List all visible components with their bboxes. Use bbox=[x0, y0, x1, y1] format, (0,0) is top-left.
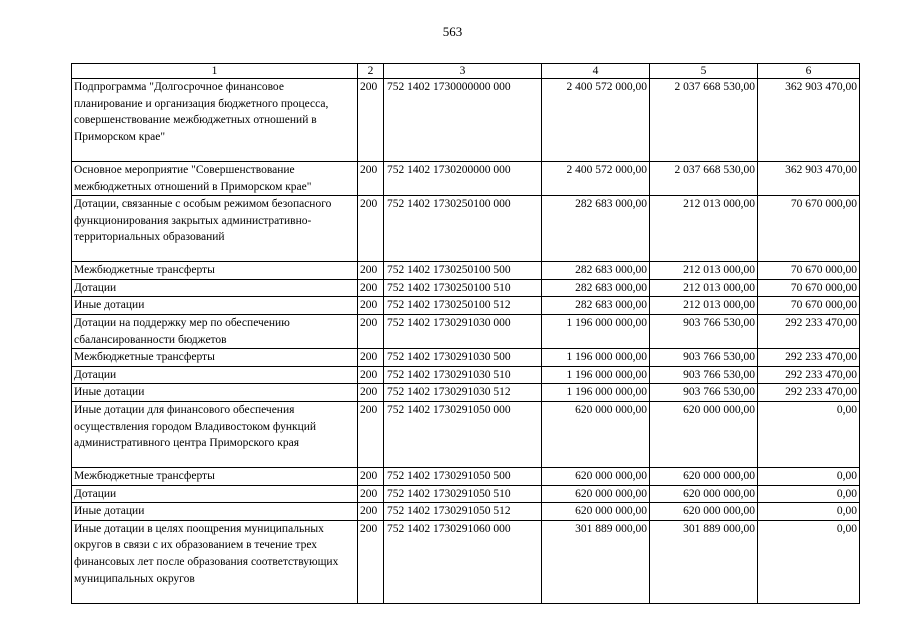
row-code-cell: 752 1402 1730250100 510 bbox=[384, 279, 542, 297]
row-amount-cell: 1 196 000 000,00 bbox=[542, 349, 650, 367]
row-amount-cell: 2 037 668 530,00 bbox=[650, 79, 758, 162]
row-code-cell: 752 1402 1730291030 500 bbox=[384, 349, 542, 367]
row-section-cell: 200 bbox=[358, 520, 384, 603]
row-amount-cell: 620 000 000,00 bbox=[650, 467, 758, 485]
row-section-cell: 200 bbox=[358, 262, 384, 280]
row-amount-cell: 212 013 000,00 bbox=[650, 279, 758, 297]
row-section-cell: 200 bbox=[358, 297, 384, 315]
table-row bbox=[72, 384, 860, 402]
row-section-cell: 200 bbox=[358, 349, 384, 367]
row-amount-cell: 620 000 000,00 bbox=[542, 485, 650, 503]
row-amount-cell: 2 400 572 000,00 bbox=[542, 162, 650, 196]
row-section-cell: 200 bbox=[358, 279, 384, 297]
row-code-cell: 752 1402 1730291050 512 bbox=[384, 503, 542, 521]
row-amount-cell: 292 233 470,00 bbox=[758, 384, 860, 402]
row-amount-cell: 292 233 470,00 bbox=[758, 366, 860, 384]
row-amount-cell: 620 000 000,00 bbox=[542, 503, 650, 521]
row-amount-cell: 282 683 000,00 bbox=[542, 279, 650, 297]
row-amount-cell: 620 000 000,00 bbox=[650, 503, 758, 521]
row-amount-cell: 0,00 bbox=[758, 485, 860, 503]
row-amount-cell: 620 000 000,00 bbox=[542, 401, 650, 467]
table-row bbox=[72, 366, 860, 384]
column-header: 5 bbox=[650, 64, 758, 79]
row-section-cell: 200 bbox=[358, 162, 384, 196]
row-amount-cell: 1 196 000 000,00 bbox=[542, 366, 650, 384]
table-row bbox=[72, 314, 860, 348]
row-name-cell: Дотации bbox=[72, 485, 358, 503]
row-amount-cell: 620 000 000,00 bbox=[542, 467, 650, 485]
table-row bbox=[72, 401, 860, 467]
row-section-cell: 200 bbox=[358, 401, 384, 467]
row-name-cell: Иные дотации bbox=[72, 384, 358, 402]
row-amount-cell: 903 766 530,00 bbox=[650, 384, 758, 402]
row-code-cell: 752 1402 1730250100 500 bbox=[384, 262, 542, 280]
row-amount-cell: 301 889 000,00 bbox=[650, 520, 758, 603]
row-code-cell: 752 1402 1730250100 512 bbox=[384, 297, 542, 315]
row-amount-cell: 212 013 000,00 bbox=[650, 196, 758, 262]
row-amount-cell: 620 000 000,00 bbox=[650, 401, 758, 467]
row-amount-cell: 0,00 bbox=[758, 503, 860, 521]
row-name-cell: Иные дотации bbox=[72, 503, 358, 521]
row-code-cell: 752 1402 1730291060 000 bbox=[384, 520, 542, 603]
row-amount-cell: 903 766 530,00 bbox=[650, 366, 758, 384]
row-code-cell: 752 1402 1730200000 000 bbox=[384, 162, 542, 196]
row-code-cell: 752 1402 1730291050 500 bbox=[384, 467, 542, 485]
row-amount-cell: 292 233 470,00 bbox=[758, 349, 860, 367]
row-name-cell: Подпрограмма "Долгосрочное финансовое планирование и организация бюджетного процесса, совершенствование межбюджетных отношений в Приморском крае" bbox=[72, 79, 358, 162]
table-row bbox=[72, 503, 860, 521]
row-name-cell: Дотации на поддержку мер по обеспечению сбалансированности бюджетов bbox=[72, 314, 358, 348]
row-name-cell: Межбюджетные трансферты bbox=[72, 467, 358, 485]
column-header: 6 bbox=[758, 64, 860, 79]
table-row bbox=[72, 485, 860, 503]
row-name-cell: Дотации bbox=[72, 366, 358, 384]
row-amount-cell: 1 196 000 000,00 bbox=[542, 384, 650, 402]
row-amount-cell: 301 889 000,00 bbox=[542, 520, 650, 603]
row-amount-cell: 2 037 668 530,00 bbox=[650, 162, 758, 196]
row-amount-cell: 1 196 000 000,00 bbox=[542, 314, 650, 348]
row-amount-cell: 282 683 000,00 bbox=[542, 262, 650, 280]
row-section-cell: 200 bbox=[358, 79, 384, 162]
row-amount-cell: 362 903 470,00 bbox=[758, 162, 860, 196]
row-code-cell: 752 1402 1730291050 000 bbox=[384, 401, 542, 467]
row-amount-cell: 70 670 000,00 bbox=[758, 262, 860, 280]
table-row bbox=[72, 467, 860, 485]
row-amount-cell: 362 903 470,00 bbox=[758, 79, 860, 162]
table-row bbox=[72, 162, 860, 196]
budget-table bbox=[71, 63, 860, 604]
row-amount-cell: 903 766 530,00 bbox=[650, 349, 758, 367]
column-header: 1 bbox=[72, 64, 358, 79]
row-amount-cell: 0,00 bbox=[758, 467, 860, 485]
row-amount-cell: 70 670 000,00 bbox=[758, 279, 860, 297]
table-row bbox=[72, 79, 860, 162]
table-row bbox=[72, 520, 860, 603]
table-row bbox=[72, 297, 860, 315]
row-section-cell: 200 bbox=[358, 366, 384, 384]
row-name-cell: Иные дотации bbox=[72, 297, 358, 315]
row-code-cell: 752 1402 1730291050 510 bbox=[384, 485, 542, 503]
row-section-cell: 200 bbox=[358, 314, 384, 348]
column-header: 2 bbox=[358, 64, 384, 79]
row-name-cell: Дотации bbox=[72, 279, 358, 297]
table-row bbox=[72, 262, 860, 280]
row-name-cell: Иные дотации в целях поощрения муниципальных округов в связи с их образованием в течение трех финансовых лет после образования соответствующих муниципальных округов bbox=[72, 520, 358, 603]
row-name-cell: Дотации, связанные с особым режимом безопасного функционирования закрытых административно-территориальных образований bbox=[72, 196, 358, 262]
row-amount-cell: 212 013 000,00 bbox=[650, 297, 758, 315]
row-code-cell: 752 1402 1730291030 000 bbox=[384, 314, 542, 348]
column-header: 4 bbox=[542, 64, 650, 79]
table-row bbox=[72, 279, 860, 297]
column-header: 3 bbox=[384, 64, 542, 79]
row-name-cell: Межбюджетные трансферты bbox=[72, 349, 358, 367]
row-section-cell: 200 bbox=[358, 485, 384, 503]
table-header-row bbox=[72, 64, 860, 79]
row-code-cell: 752 1402 1730291030 512 bbox=[384, 384, 542, 402]
row-amount-cell: 903 766 530,00 bbox=[650, 314, 758, 348]
row-amount-cell: 0,00 bbox=[758, 401, 860, 467]
table-row bbox=[72, 196, 860, 262]
row-code-cell: 752 1402 1730291030 510 bbox=[384, 366, 542, 384]
row-amount-cell: 282 683 000,00 bbox=[542, 297, 650, 315]
row-amount-cell: 70 670 000,00 bbox=[758, 196, 860, 262]
row-amount-cell: 620 000 000,00 bbox=[650, 485, 758, 503]
row-amount-cell: 212 013 000,00 bbox=[650, 262, 758, 280]
row-section-cell: 200 bbox=[358, 196, 384, 262]
row-amount-cell: 2 400 572 000,00 bbox=[542, 79, 650, 162]
row-name-cell: Основное мероприятие "Совершенствование межбюджетных отношений в Приморском крае" bbox=[72, 162, 358, 196]
row-amount-cell: 0,00 bbox=[758, 520, 860, 603]
row-amount-cell: 292 233 470,00 bbox=[758, 314, 860, 348]
table-row bbox=[72, 349, 860, 367]
row-section-cell: 200 bbox=[358, 503, 384, 521]
row-name-cell: Иные дотации для финансового обеспечения осуществления городом Владивостоком функций административного центра Приморского края bbox=[72, 401, 358, 467]
page-number: 563 bbox=[442, 24, 463, 39]
row-code-cell: 752 1402 1730000000 000 bbox=[384, 79, 542, 162]
row-section-cell: 200 bbox=[358, 384, 384, 402]
row-amount-cell: 282 683 000,00 bbox=[542, 196, 650, 262]
row-code-cell: 752 1402 1730250100 000 bbox=[384, 196, 542, 262]
row-amount-cell: 70 670 000,00 bbox=[758, 297, 860, 315]
row-name-cell: Межбюджетные трансферты bbox=[72, 262, 358, 280]
row-section-cell: 200 bbox=[358, 467, 384, 485]
